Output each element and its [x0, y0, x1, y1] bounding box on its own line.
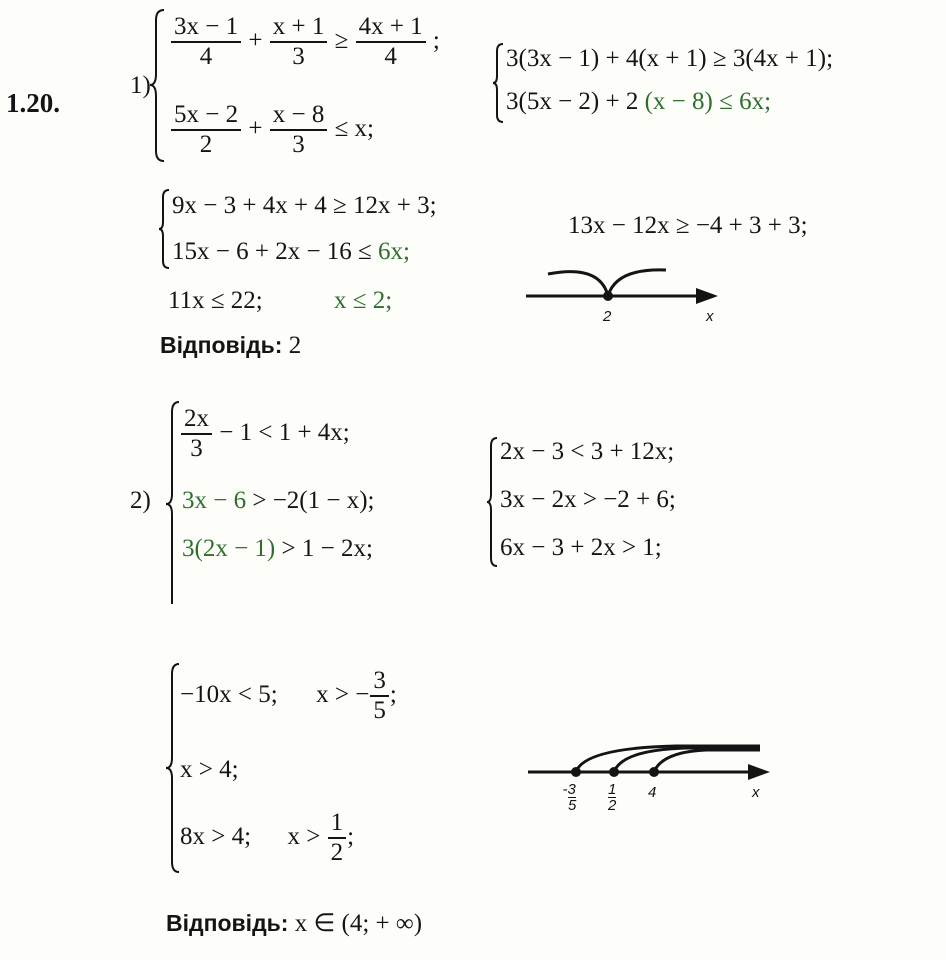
part2-label: 2) [130, 487, 151, 514]
part2-system-b-brace [488, 436, 500, 568]
part1-answer: Відповідь: 2 [160, 332, 302, 359]
part1-system-c-brace [160, 188, 172, 270]
part2-numberline-point2-label: 1 2 [608, 781, 617, 814]
part2-system-a-eq3: 3(2x − 1) > 1 − 2x; [182, 535, 373, 562]
part1-numberline-point-label: 2 [603, 308, 612, 325]
part2-numberline-axis-label: x [752, 784, 760, 801]
part1-system-a-brace [152, 8, 168, 163]
part2-system-c-line2: x > 4; [180, 756, 239, 783]
part2-system-b-line2: 3x − 2x > −2 + 6; [500, 486, 676, 513]
problem-number: 1.20. [6, 88, 60, 118]
part1-label: 1) [130, 72, 151, 99]
part1-system-b-line2: 3(5x − 2) + 2 (x − 8) ≤ 6x; [506, 88, 772, 115]
part2-system-c-line3: 8x > 4; x > $\frac{1}{2}$ ; [180, 809, 355, 867]
part1-system-a-eq1: $\frac{3x - 1}{4}$ + $\frac{x + 1}{3}$ ≥ $\frac{4x + 1}{4}$ ; [170, 14, 440, 71]
part2-system-b-line3: 6x − 3 + 2x > 1; [500, 534, 662, 561]
part2-system-a-eq1: $\frac{2x}{3}$ − 1 < 1 + 4x; [180, 406, 350, 463]
part2-system-c-line1: −10x < 5; x > − $\frac{3}{5}$ ; [180, 667, 397, 725]
part2-system-a-eq2: 3x − 6 > −2(1 − x); [182, 487, 375, 514]
part2-numberline-point1-label: -3 5 [562, 781, 577, 814]
part1-result-b: x ≤ 2; [334, 287, 393, 314]
part1-side-line: 13x − 12x ≥ −4 + 3 + 3; [568, 212, 808, 239]
part1-system-a-eq2: $\frac{5x - 2}{2}$ + $\frac{x - 8}{3}$ ≤ x; [170, 102, 374, 159]
part1-system-c-line2: 15x − 6 + 2x − 16 ≤ 6x; [172, 238, 410, 265]
part1-system-c-line1: 9x − 3 + 4x + 4 ≥ 12x + 3; [172, 192, 437, 219]
part2-answer: Відповідь: x ∈ (4; + ∞) [166, 910, 423, 937]
part1-system-b-brace [494, 42, 506, 124]
part2-numberline-point3-label: 4 [648, 784, 657, 801]
part2-number-line [526, 736, 776, 786]
part2-system-b-line1: 2x − 3 < 3 + 12x; [500, 438, 675, 465]
part1-result-a: 11x ≤ 22; [168, 287, 263, 314]
part1-system-b-line1: 3(3x − 1) + 4(x + 1) ≥ 3(4x + 1); [506, 45, 834, 72]
part1-numberline-axis-label: x [706, 308, 714, 325]
